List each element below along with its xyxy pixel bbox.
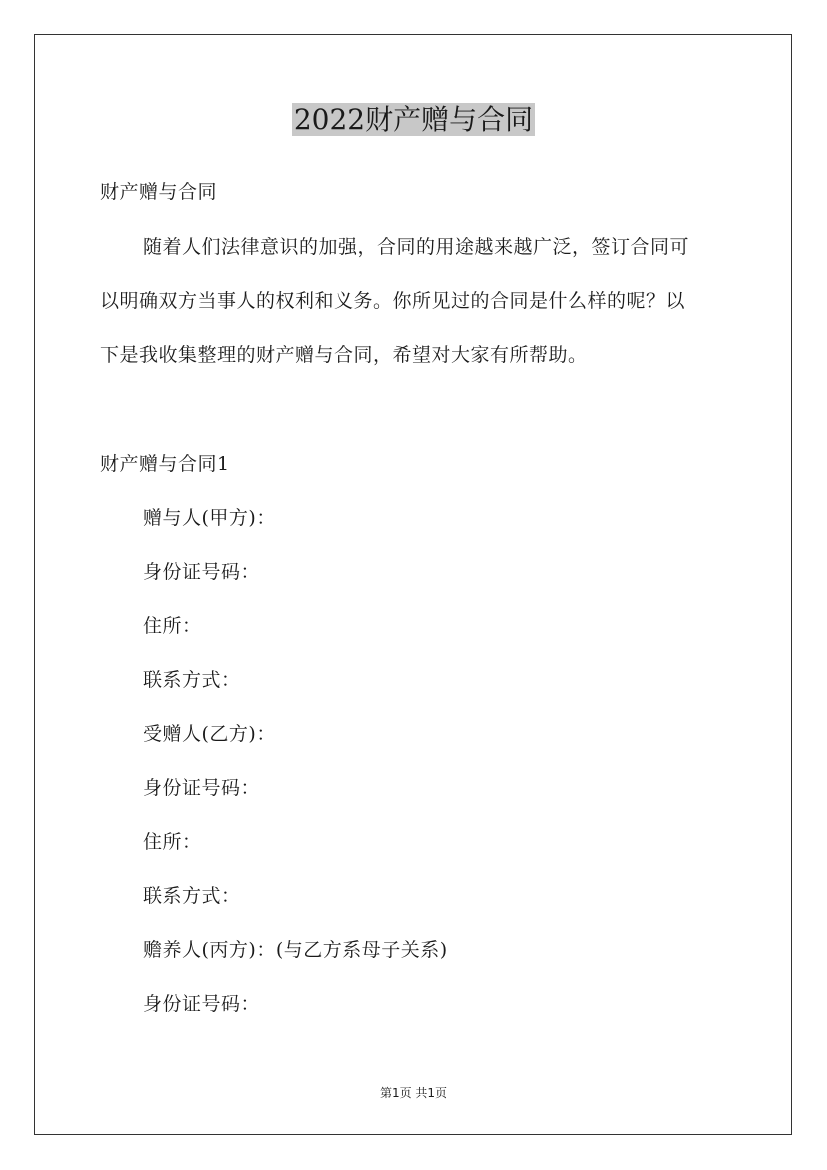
document-title-text: 2022财产赠与合同 [293,103,534,136]
field-donor: 赠与人(甲方)： [143,507,276,529]
field-supporter: 赡养人(丙方)：(与乙方系母子关系) [143,939,448,961]
intro-line: 下是我收集整理的财产赠与合同，希望对大家有所帮助。 [100,344,588,366]
intro-line: 以明确双方当事人的权利和义务。你所见过的合同是什么样的呢？以 [100,290,686,312]
field-donor-id: 身份证号码： [143,561,261,583]
section-heading: 财产赠与合同1 [100,453,230,475]
field-donee-address: 住所： [143,831,202,853]
page-footer: 第1页 共1页 [379,1086,448,1100]
field-donee-id: 身份证号码： [143,777,261,799]
field-donee: 受赠人(乙方)： [143,723,276,745]
field-donor-address: 住所： [143,615,202,637]
document-subtitle: 财产赠与合同 [100,181,218,203]
field-donor-contact: 联系方式： [143,669,241,691]
field-donee-contact: 联系方式： [143,885,241,907]
document-title [0,100,827,140]
intro-line: 随着人们法律意识的加强，合同的用途越来越广泛，签订合同可 [143,236,690,258]
intro-paragraph [100,233,730,395]
field-supporter-id: 身份证号码： [143,993,261,1015]
